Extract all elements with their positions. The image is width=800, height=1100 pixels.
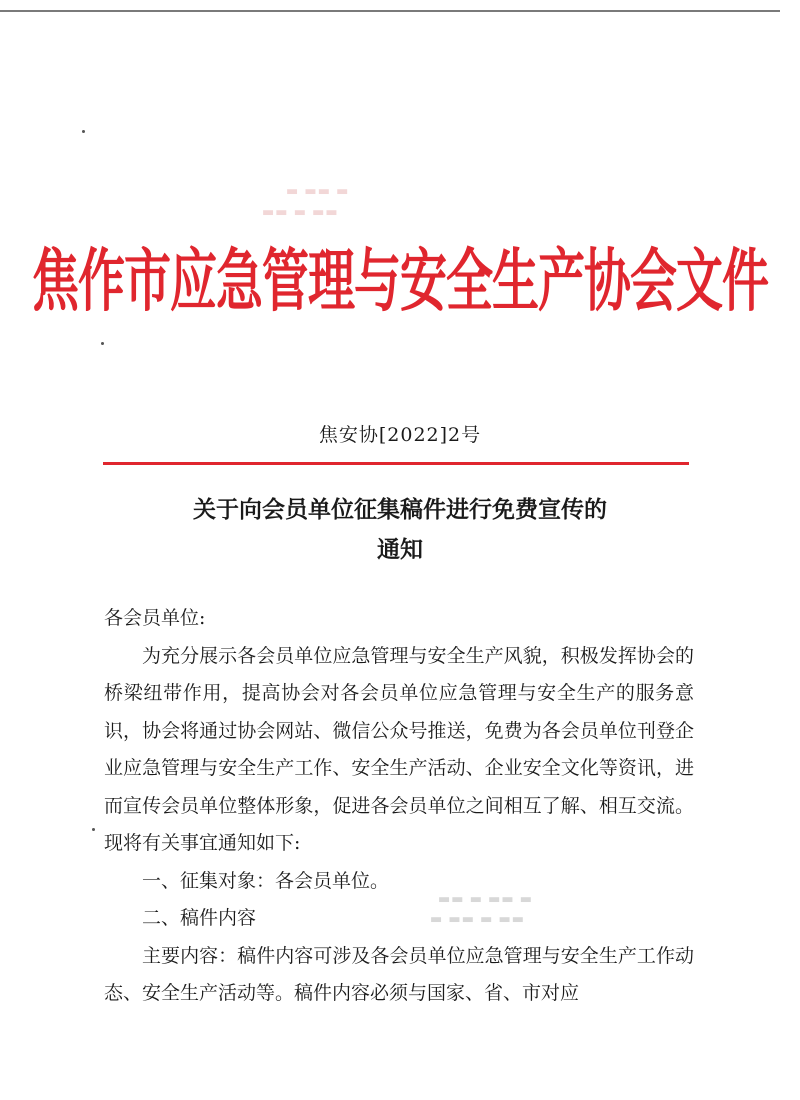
title-line-1: 关于向会员单位征集稿件进行免费宣传的 [193, 497, 607, 523]
document-title [0, 490, 800, 570]
document-body [104, 600, 694, 1013]
title-line-2: 通知 [377, 537, 423, 563]
issuer-header: 焦作市应急管理与安全生产协会文件 [32, 242, 768, 322]
scan-speck [101, 342, 104, 345]
bleed-through-mark: ▬ ▬▬ ▬ ▬▬ [430, 912, 526, 927]
body-paragraph-item-2: 二、稿件内容 [142, 907, 257, 929]
salutation: 各会员单位: [104, 607, 206, 629]
body-paragraph-intro: 为充分展示各会员单位应急管理与安全生产风貌，积极发挥协会的桥梁纽带作用，提高协会对各会员单位应急管理与安全生产的服务意识，协会将通过协会网站、微信公众号推送，免费为各会员单位刊登企业应急管理与安全生产工作、安全生产活动、企业安全文化等资讯，进而宣传会员单位整体形象，促进各会员单位之间相互了解、相互交流。现将有关事宜通知如下: [104, 644, 694, 854]
scan-speck [82, 130, 85, 133]
scan-speck [92, 828, 95, 831]
bleed-through-mark: ▬▬ ▬ ▬▬ ▬ [438, 892, 534, 907]
body-paragraph-content: 主要内容：稿件内容可涉及各会员单位应急管理与安全生产工作动态、安全生产活动等。稿件内容必须与国家、省、市对应 [104, 944, 694, 1004]
bleed-through-mark: ▬ ▬▬ ▬ [286, 184, 350, 199]
red-separator-line [103, 462, 689, 465]
scan-top-border [0, 10, 780, 12]
body-paragraph-item-1: 一、征集对象：各会员单位。 [142, 869, 390, 892]
document-number: 焦安协[2022]2号 [318, 424, 482, 446]
bleed-through-mark: ▬▬ ▬ ▬▬ [262, 205, 339, 220]
